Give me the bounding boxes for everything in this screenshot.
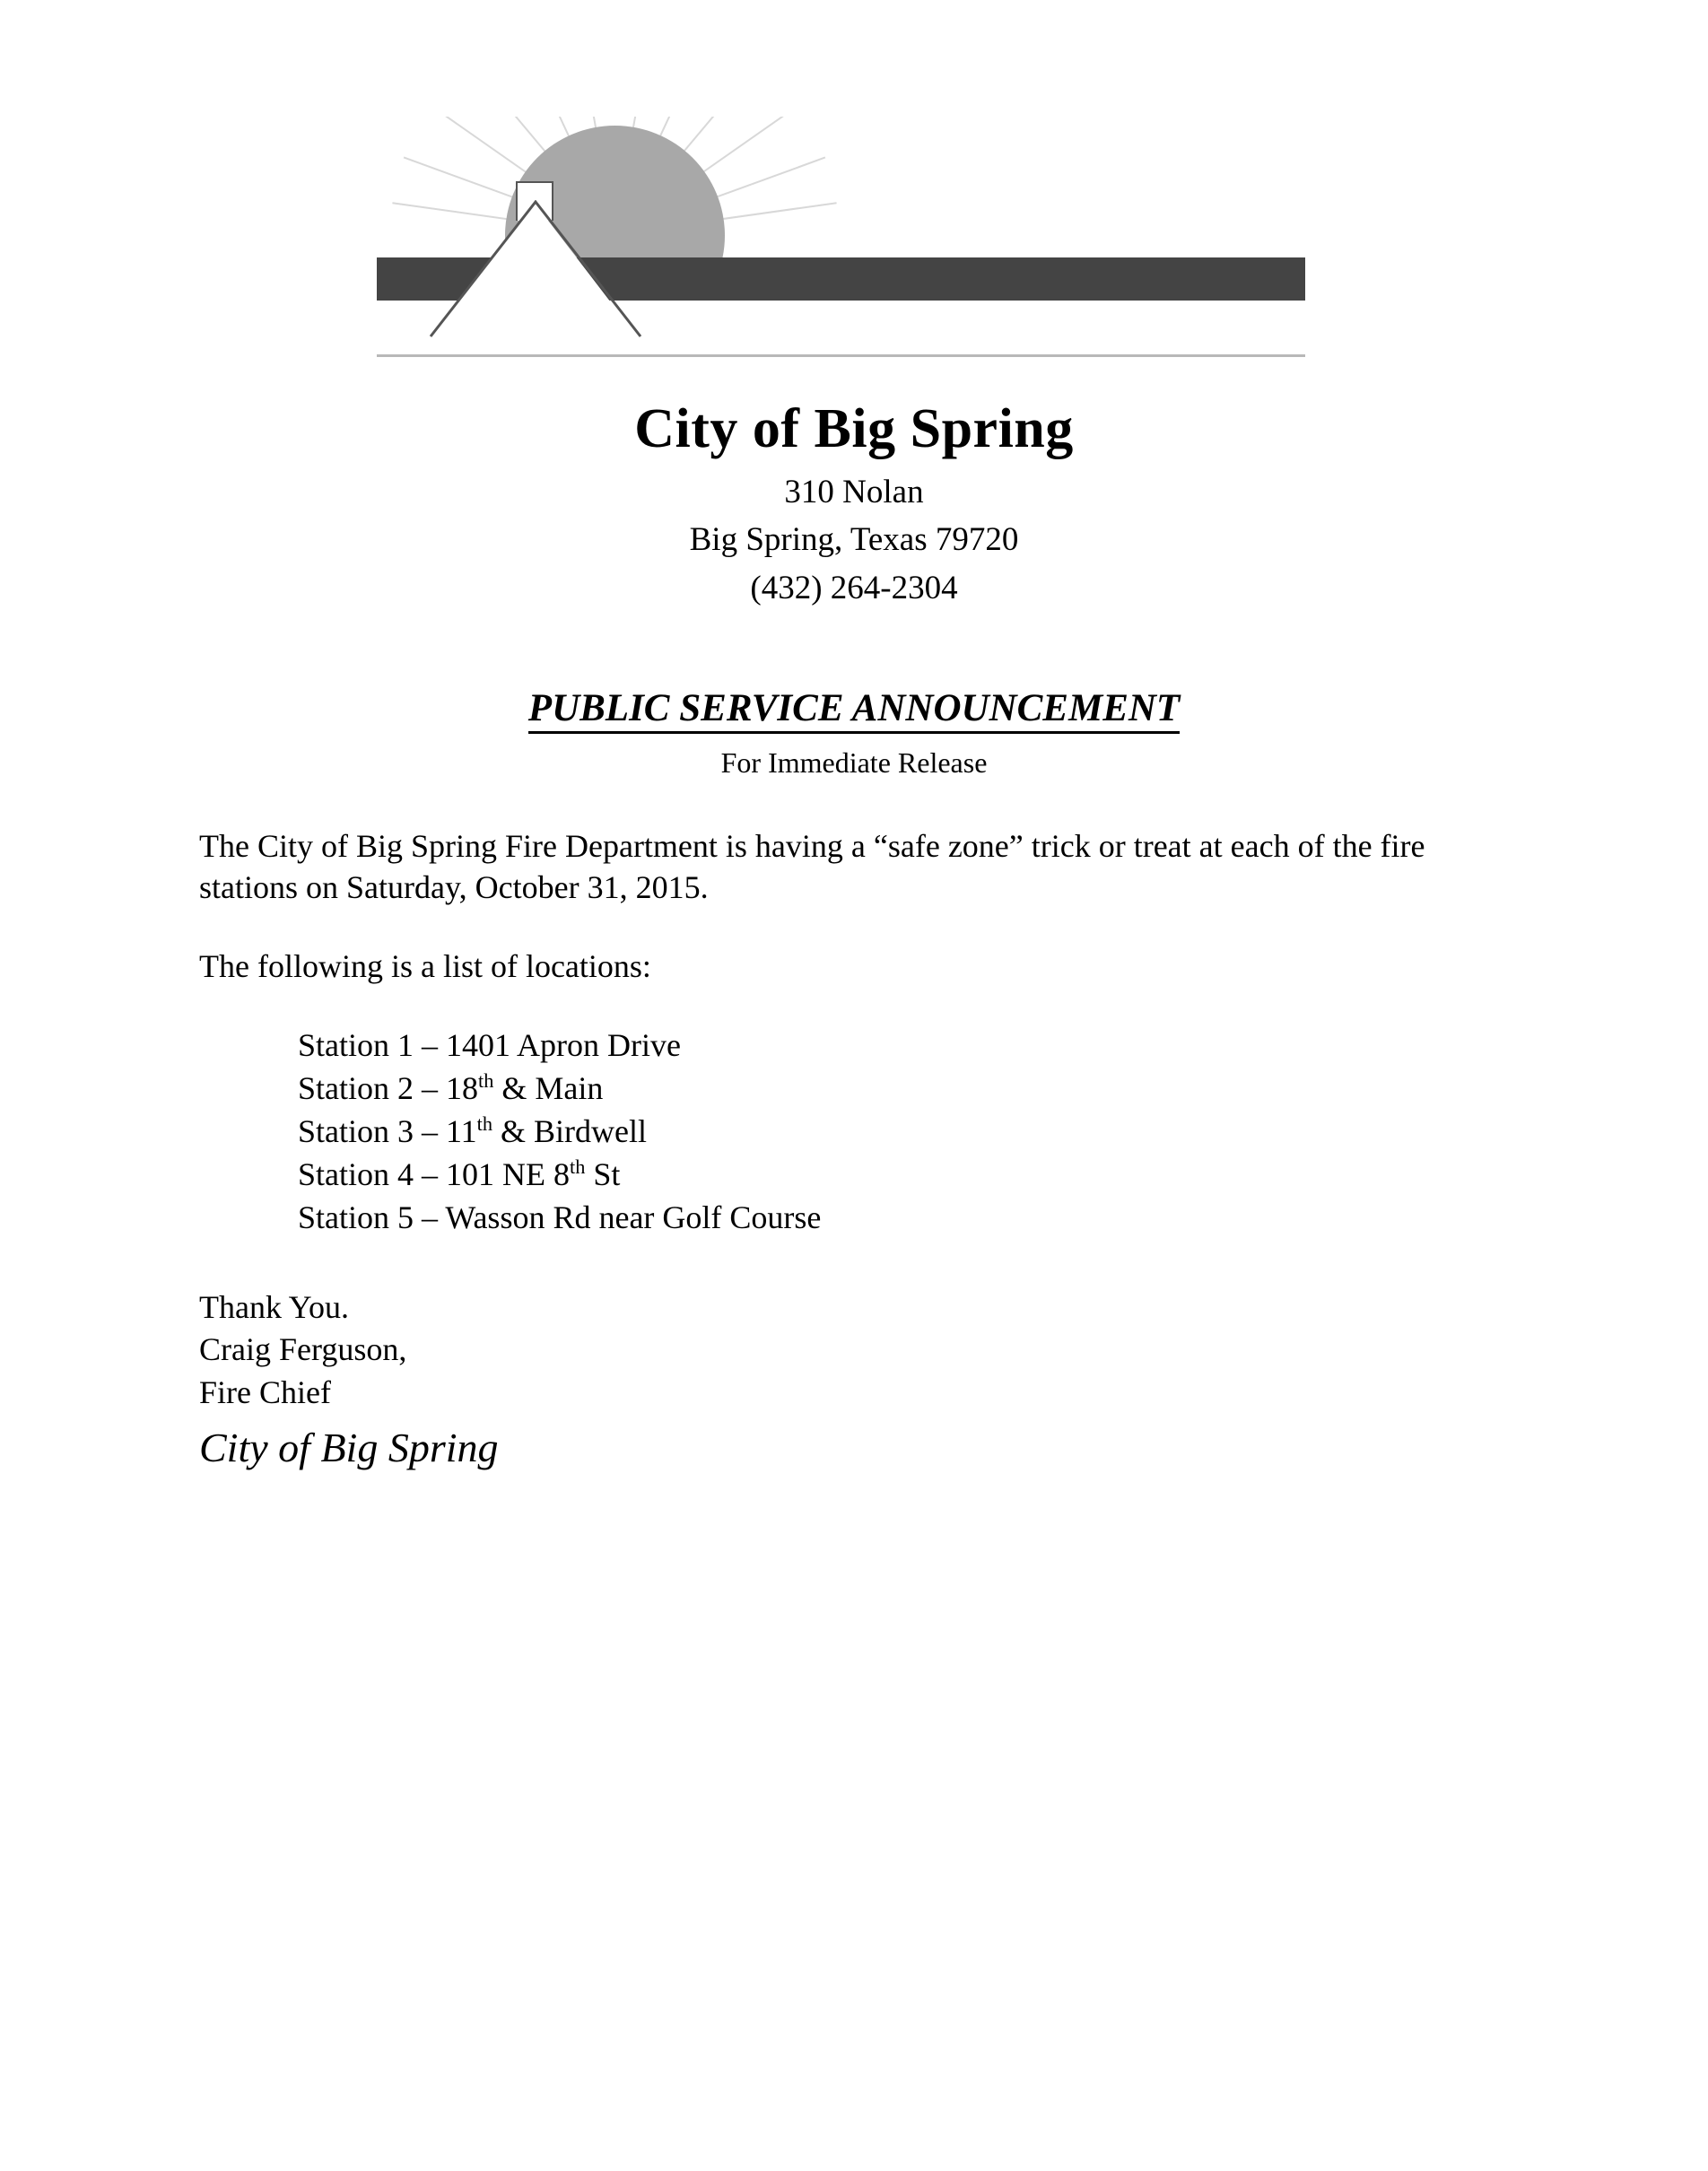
signoff-title: Fire Chief xyxy=(199,1374,331,1411)
address-line-2: Big Spring, Texas 79720 xyxy=(689,521,1019,558)
location-text: Station 5 – Wasson Rd near Golf Course xyxy=(298,1199,822,1235)
location-text: Station 2 – 18 xyxy=(298,1070,479,1107)
signoff-department: City of Big Spring xyxy=(199,1425,499,1471)
signoff-name: Craig Ferguson, xyxy=(199,1331,407,1368)
phone-number: (432) 264-2304 xyxy=(750,570,958,606)
city-logo xyxy=(377,117,1328,404)
location-suffix: & Birdwell xyxy=(492,1112,648,1149)
locations-list xyxy=(199,1024,1455,1239)
list-item xyxy=(298,1197,1455,1240)
location-text: Station 1 – 1401 Apron Drive xyxy=(298,1027,681,1064)
house-outline-icon xyxy=(429,200,644,344)
ordinal-suffix: th xyxy=(570,1155,586,1178)
announcement-heading xyxy=(0,686,1708,730)
document-body xyxy=(199,825,1455,1475)
location-text: Station 4 – 101 NE 8 xyxy=(298,1155,570,1192)
ordinal-suffix: th xyxy=(478,1069,494,1093)
list-item xyxy=(298,1154,1455,1197)
ordinal-suffix: th xyxy=(476,1112,493,1135)
announcement-subheading: For Immediate Release xyxy=(720,746,988,779)
signoff-thanks: Thank You. xyxy=(199,1288,350,1325)
location-text: Station 3 – 11 xyxy=(298,1112,477,1149)
logo-underline xyxy=(377,354,1305,357)
page-title: City of Big Spring xyxy=(634,398,1074,459)
signoff-block xyxy=(199,1286,1455,1476)
location-suffix: St xyxy=(585,1155,621,1192)
location-suffix: & Main xyxy=(493,1070,604,1107)
announcement-heading-text: PUBLIC SERVICE ANNOUNCEMENT xyxy=(528,687,1180,734)
body-paragraph-2: The following is a list of locations: xyxy=(199,948,651,985)
body-paragraph-1: The City of Big Spring Fire Department is having a “safe zone” trick or treat at each of the fire stations on Saturday, October 31, 2015. xyxy=(199,828,1425,906)
list-item xyxy=(298,1068,1455,1111)
list-item xyxy=(298,1024,1455,1068)
address-line-1: 310 Nolan xyxy=(784,474,924,510)
list-item xyxy=(298,1111,1455,1154)
